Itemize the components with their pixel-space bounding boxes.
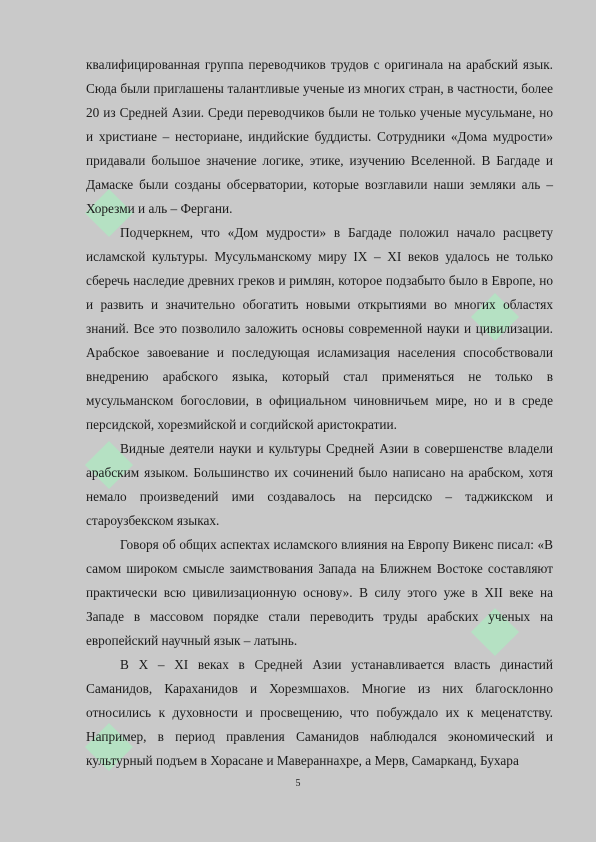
paragraph: Говоря об общих аспектах исламского влияния на Европу Викенс писал: «В самом широком смысле заимствования Запада на Ближнем Востоке составляют практически всю цивилизационную основу». В силу этого уже в XII веке на Западе в массовом порядке стали переводить труды арабских ученых на европейский научный язык – латынь. bbox=[86, 537, 553, 648]
page-number: 5 bbox=[295, 778, 301, 789]
paragraph: Подчеркнем, что «Дом мудрости» в Багдаде положил начало расцвету исламской культуры. Мусульманскому миру IX – XI веков удалось не только сберечь наследие древних греков и римлян, которое подзабыто было в Европе, но и развить и значительно обогатить новыми открытиями во многих областях знаний. Все это позволило заложить основы современной науки и цивилизации. Арабское завоевание и последующая исламизация населения способствовали внедрению арабского языка, который стал применяться не только в мусульманском богословии, в официальном чиновничьем мире, но и в среде персидской, хорезмийской и согдийской аристократии. bbox=[86, 225, 553, 432]
paragraph: В X – XI веках в Средней Азии устанавливается власть династий Саманидов, Караханидов и Хорезмшахов. Многие из них благосклонно относились к духовности и просвещению, что побуждало их к меценатству. Например, в период правления Саманидов наблюдался экономический и культурный подъем в Хорасане и Мавераннахре, а Мерв, Самарканд, Бухара bbox=[86, 657, 553, 768]
paragraph: Видные деятели науки и культуры Средней Азии в совершенстве владели арабским языком. Большинство их сочинений было написано на арабском, хотя немало произведений ими создавалось на персидско – таджикском и староузбекском языках. bbox=[86, 441, 553, 528]
body-text bbox=[86, 53, 553, 773]
paragraph: квалифицированная группа переводчиков трудов с оригинала на арабский язык. Сюда были приглашены талантливые ученые из многих стран, в частности, более 20 из Средней Азии. Среди переводчиков были не только ученые мусульмане, но и христиане – несториане, индийские буддисты. Сотрудники «Дома мудрости» придавали большое значение логике, этике, изучению Вселенной. В Багдаде и Дамаске были созданы обсерватории, которые возглавили наши земляки аль – Хорезми и аль – Фергани. bbox=[86, 57, 553, 216]
